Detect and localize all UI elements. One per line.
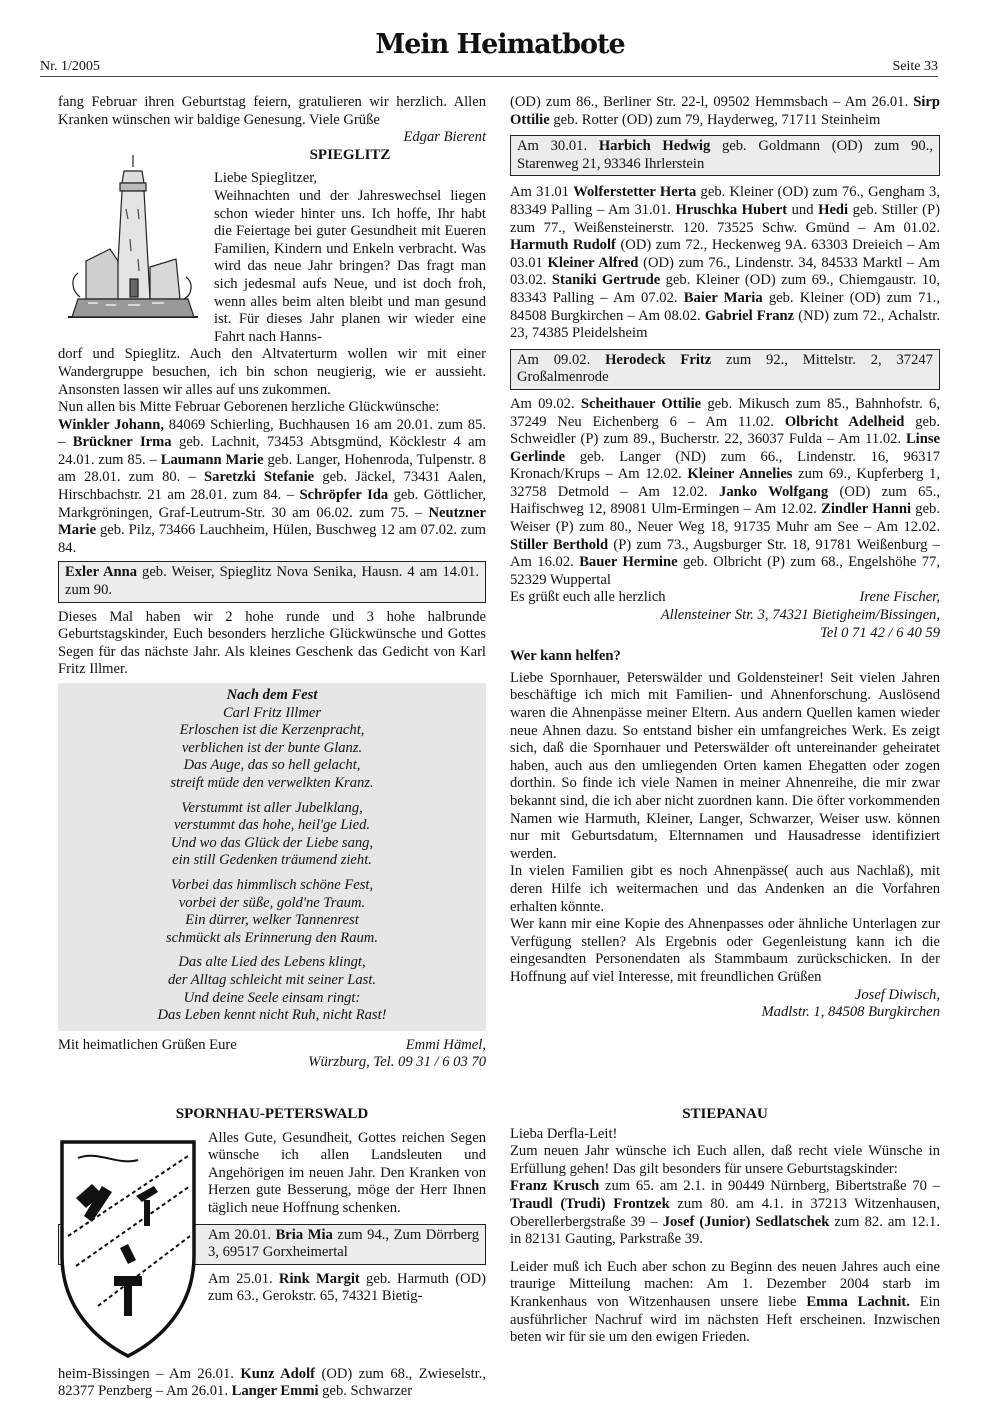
birthday-name: Schröpfer Ida — [299, 487, 389, 504]
text-segment: Am 30.01. — [517, 138, 599, 155]
highlight-box-harbich — [510, 135, 940, 176]
person-name: Staniki Gertrude — [551, 272, 661, 289]
person-name: Bria Mia — [275, 1226, 333, 1243]
left-column-top — [58, 94, 486, 1072]
poem-author: Carl Fritz Illmer — [222, 704, 322, 721]
person-name: Wolferstetter Herta — [573, 184, 697, 201]
text-segment: Am 25.01. — [208, 1270, 279, 1287]
person-name: Baier Maria — [683, 289, 763, 306]
poem-stanza — [58, 722, 486, 792]
person-name: Franz Krusch — [510, 1178, 600, 1195]
text-segment: zum 65. am 2.1. in 90449 Nürnberg, Bibertstraße 70 – — [599, 1178, 940, 1195]
person-name: Hedi — [818, 201, 849, 218]
person-name: Olbricht Adelheid — [784, 413, 905, 430]
person-name: Harbich Hedwig — [598, 138, 711, 155]
text-segment: zum 82. am 12.1. in 82131 Gauting, Parkstraße 39. — [510, 1213, 941, 1248]
masthead-title: Mein Heimatbote — [375, 29, 625, 60]
section-title-spieglitz: SPIEGLITZ — [309, 146, 391, 163]
right-column-top — [510, 94, 940, 1022]
birthday-details: 84069 Schierling, Buchhausen 16 am 20.01. zum 85. – — [58, 416, 486, 451]
text-segment: zum 92., Mittelstr. 2, 37247 Großalmenrode — [517, 351, 933, 386]
greeting-address-1: Allensteiner Str. 3, 74321 Bietigheim/Bissingen, — [660, 607, 940, 624]
shield-icon — [58, 1136, 198, 1361]
person-name: Langer Emmi — [231, 1383, 319, 1400]
greeting-address-2: Tel 0 71 42 / 6 40 59 — [820, 624, 940, 641]
birthday-details: geb. Pilz, 73466 Lauchheim, Hülen, Buschweg 12 am 07.02. zum 84. — [58, 522, 486, 556]
poem-line: Ein dürrer, welker Tannenrest — [185, 912, 359, 929]
text-segment: geb. Rotter (OD) zum 79, Hayderweg, 71711 Steinheim — [549, 111, 881, 128]
highlight-box-exler — [58, 561, 486, 602]
left-column-bottom — [58, 1106, 486, 1401]
intro-line-1: fang Februar ihren Geburtstag feiern, gratulieren wir herzlich. Allen — [58, 94, 486, 110]
birthday-name: Laumann Marie — [160, 451, 264, 468]
text-segment: Ein ausführlicher Nachruf wird im nächsten Heft erscheinen. Inzwischen beten wir für sie um den ewigen Frieden. — [510, 1293, 941, 1346]
poem-line: ein still Gedenken träumend zieht. — [172, 852, 372, 869]
text-segment: geb. Schwarzer — [318, 1383, 413, 1400]
text-segment: (OD) zum 65., Haifischweg 12, 89081 Ulm-Ermingen – Am 12.02. — [510, 483, 940, 518]
altvaterturm-icon — [58, 149, 208, 329]
person-name: Kleiner Alfred — [547, 254, 639, 271]
issue-number: Nr. 1/2005 — [40, 59, 100, 74]
poem-line: Das Auge, das so hell gelacht, — [183, 757, 361, 774]
poem-line: Das alte Lied des Lebens klingt, — [178, 954, 366, 971]
poem-line: der Alltag schleicht mit seiner Last. — [167, 971, 377, 988]
stiepanau-text-2 — [510, 1259, 940, 1347]
poem-line: Vorbei das himmlisch schöne Fest, — [170, 876, 374, 893]
text-segment: geb. Kleiner (OD) zum 76., Gengham 3, 83349 Palling – Am 31.01. — [510, 184, 940, 218]
birthday-details: geb. Jäckel, 73431 Aalen, Hirschbachstr. 21 am 28.01. zum 84. – — [58, 469, 486, 504]
text-segment: und — [787, 201, 819, 218]
help-title: Wer kann helfen? — [510, 648, 621, 665]
person-name: Herodeck Fritz — [605, 351, 712, 368]
text-segment: (OD) zum 86., Berliner Str. 22-l, 09502 Hemmsbach – Am 26.01. — [510, 94, 914, 110]
text-segment: Leider muß ich Euch aber schon zu Beginn des neuen Jahres auch eine traurige Mitteilung machen: Am 1. Dezember 2004 starb im Krankenhaus von Witzenhausen unsere liebe — [510, 1258, 940, 1310]
greeting-line — [510, 589, 940, 607]
text-segment: geb. Stiller (P) zum 77., Weißensteinerstr. 120. 73525 Schw. Gmünd – Am 01.02. — [510, 201, 940, 236]
stiepanau-text-1: Zum neuen Jahr wünsche ich Euch allen, daß recht viele Wünsche in Erfüllung gehen! Das gilt besonders für unsere Geburtstagskinder: — [510, 1143, 940, 1177]
spieglitz-text-2: dorf und Spieglitz. Auch den Altvaterturm wollen wir mit einer Wandergruppe besuchen, ich bin schon neugierig, wie er aussieht. Ansonsten lassen wir alles auf uns zukommen. — [58, 346, 486, 398]
text-segment: zum 69., Kupferberg 1, 32758 Detmold – Am 12.02. — [510, 466, 940, 500]
person-name: Hruschka Hubert — [675, 201, 788, 218]
person-name: Rink Margit — [278, 1270, 360, 1287]
birthday-details: geb. Göttlicher, Markgröningen, Graf-Leutrum-Str. 30 am 06.02. zum 75. – — [58, 487, 486, 521]
poem-box — [58, 683, 486, 1031]
text-segment: (OD) zum 76., Lindenstr. 34, 84533 Marktl – Am 03.02. — [510, 254, 940, 289]
help-text-1: Liebe Spornhauer, Peterswälder und Goldensteiner! Seit vielen Jahren beschäftige ich mich mit Familien- und Ahnenforschung. Auslösend waren die Ahnenpässe meiner Eltern. Aus andern Quellen kamen wieder neue Ahnen dazu. So entstand bisher ein umfangreiches Werk. Es zeigt sich, daß die Spornhauer und Peterswälder oft untereinander geheiratet haben, auch aus den umliegenden Orten kamen Ehegatten oder zogen dorthin. So finde ich viele Namen in meiner Ahnenreihe, die mir zwar bekannt sind, die ich aber nicht zuordnen kann. Die öfter vorkommenden Namen wie Harmuth, Kleiner, Langer, Schwarzer, Weiser usw. können nur mit Geburtsdatum, Elternnamen und Hausadresse identifiziert werden. — [510, 669, 940, 862]
highlight-box-herodeck — [510, 349, 940, 390]
person-name: Josef (Junior) Sedlatschek — [662, 1213, 830, 1230]
closing-name: Emmi Hämel, — [405, 1036, 486, 1053]
birthday-details: geb. Langer, Hohenroda, Tulpenstr. 8 am 28.01. zum 80. – — [58, 451, 486, 486]
spieglitz-text-4: Dieses Mal haben wir 2 hohe runde und 3 hohe halbrunde Geburtstagskinder, Euch besonders herzliche Glückwünsche und Gottes Segen für das nächste Jahr. Als kleines Geschenk das Gedicht von Karl Fritz Illmer. — [58, 608, 486, 678]
section-title-spornhau: SPORNHAU-PETERSWALD — [175, 1106, 369, 1122]
right-birthdays-2 — [510, 396, 940, 590]
person-name: Stiller Berthold — [510, 536, 609, 553]
poem-stanza — [58, 800, 486, 870]
greeting-name: Irene Fischer, — [859, 589, 940, 606]
person-name: Scheithauer Ottilie — [580, 395, 702, 412]
poem-title: Nach dem Fest — [226, 687, 318, 703]
person-name: Emma Lachnit. — [806, 1293, 910, 1310]
poem-line: schmückt als Erinnerung den Raum. — [166, 929, 378, 946]
text-segment: geb. Weiser (P) zum 80., Neuer Weg 18, 91735 Muhr am See – Am 12.02. — [510, 501, 940, 536]
highlight-name: Exler Anna — [65, 564, 138, 581]
help-text-3: Wer kann mir eine Kopie des Ahnenpasses oder ähnliche Unterlagen zur Verfügung stellen? Als Ergebnis oder Gegenleistung kann ich die eingesandten Personendaten als Stammbaum zurückschicken. In der Hoffnung auf viel Interesse, mit freundlichen Grüßen — [510, 916, 940, 985]
help-text-2: In vielen Familien gibt es noch Ahnenpässe( auch aus Nachlaß), mit deren Hilfe ich weitermachen und das Andenken an die Vorfahren erhalten könnte. — [510, 863, 940, 915]
closing-line — [58, 1037, 486, 1055]
right-birthdays-1 — [510, 184, 940, 342]
spieglitz-greeting: Liebe Spieglitzer, — [214, 170, 318, 187]
birthday-details: geb. Lachnit, 73453 Abtsgmünd, Köcklestr 4 am 24.01. zum 85. – — [58, 434, 486, 468]
coat-of-arms — [58, 1136, 198, 1366]
poem-line: Verstummt ist aller Jubelklang, — [181, 799, 363, 816]
text-segment: zum 94., Zum Dörrberg 3, 69517 Gorxheimertal — [208, 1226, 479, 1261]
birthday-name: Brückner Irma — [72, 434, 172, 451]
help-signature-1: Josef Diwisch, — [854, 986, 940, 1003]
text-segment: (OD) zum 72., Heckenweg 9A. 63303 Dreieich – Am 03.01 — [510, 237, 940, 271]
text-segment: geb. Harmuth (OD) zum 63., Gerokstr. 65, 74321 Bietig- — [208, 1270, 486, 1305]
poem-line: Erloschen ist die Kerzenpracht, — [179, 722, 365, 739]
poem-line: streift müde den verwelkten Kranz. — [170, 774, 374, 791]
intro-line-2: Kranken wünschen wir baldige Genesung. Viele Grüße — [58, 111, 380, 128]
text-segment: (ND) zum 72., Achalstr. 23, 74385 Pleidelsheim — [510, 307, 941, 342]
person-name: Gabriel Franz — [704, 307, 795, 324]
person-name: Bauer Hermine — [579, 554, 678, 571]
signature-edgar: Edgar Bierent — [403, 129, 486, 146]
text-segment: Am 09.02. — [517, 351, 606, 368]
text-segment: geb. Langer (ND) zum 66., Lindenstr. 16, 96317 Kronach/Krups – Am 12.02. — [510, 448, 940, 483]
poem-stanza — [58, 877, 486, 947]
spieglitz-birthdays — [58, 417, 486, 558]
spieglitz-text-3: Nun allen bis Mitte Februar Geborenen herzliche Glückwünsche: — [58, 399, 440, 416]
text-segment: geb. Schweidler (P) zum 89., Bucherstr. 22, 36037 Fulda – Am 11.02. — [510, 413, 940, 448]
person-name: Harmuth Rudolf — [510, 237, 616, 254]
person-name: Traudl (Trudi) Frontzek — [510, 1195, 670, 1212]
greeting-text: Es grüßt euch alle herzlich — [510, 589, 666, 606]
spornhau-text-1: Alles Gute, Gesundheit, Gottes reichen Segen wünsche ich allen Landsleuten und Angehörigen im neuen Jahr. Den Kranken von Herzen gute Besserung, möge der Herr Ihnen täglich neue Hoffnung schenken. — [208, 1129, 486, 1216]
tower-illustration — [58, 149, 208, 333]
text-segment: geb. Kleiner (OD) zum 69., Chiemgaustr. 10, 83343 Palling – Am 07.02. — [510, 272, 941, 306]
text-segment: Am 20.01. — [208, 1226, 276, 1243]
text-segment: geb. Mikusch zum 85., Bahnhofstr. 6, 37249 Neu Eichenberg 6 – Am 11.02. — [510, 395, 941, 430]
text-segment: Am 31.01 — [510, 184, 574, 201]
right-column-bottom — [510, 1106, 940, 1347]
right-text-1 — [510, 94, 940, 129]
person-name: Zindler Hanni — [821, 501, 912, 518]
page-number: Seite 33 — [892, 59, 938, 74]
text-segment: zum 80. am 4.1. in 37213 Witzenhausen, Oberellerbergstraße 39 – — [510, 1195, 940, 1230]
person-name: Sirp Ottilie — [510, 94, 940, 128]
text-segment: heim-Bissingen – Am 26.01. — [58, 1365, 241, 1382]
stiepanau-greeting: Lieba Derfla-Leit! — [510, 1125, 618, 1142]
text-segment: Am 09.02. — [510, 395, 581, 412]
text-segment: geb. Olbricht (P) zum 68., Engelshöhe 77, 52329 Wuppertal — [510, 554, 941, 588]
poem-line: Und wo das Glück der Liebe sang, — [170, 834, 374, 851]
section-title-stiepanau: STIEPANAU — [682, 1106, 768, 1122]
poem-stanza — [58, 954, 486, 1024]
text-segment: (OD) zum 68., Zwieselstr., 82377 Penzberg – Am 26.01. — [58, 1365, 486, 1400]
person-name: Janko Wolfgang — [719, 483, 829, 500]
poem-line: vorbei der süße, gold'ne Traum. — [178, 894, 366, 911]
person-name: Kunz Adolf — [240, 1365, 315, 1382]
birthday-name: Saretzki Stefanie — [204, 469, 315, 486]
help-signature-2: Madlstr. 1, 84508 Burgkirchen — [761, 1004, 940, 1021]
person-name: Linse Gerlinde — [510, 431, 940, 465]
poem-line: verblichen ist der bunte Glanz. — [181, 739, 363, 756]
text-segment: geb. Goldmann (OD) zum 90., Starenweg 21, 93346 Ihrlerstein — [517, 138, 934, 172]
text-segment: geb. Kleiner (OD) zum 71., 84508 Burgkirchen – Am 08.02. — [510, 289, 940, 324]
birthday-name: Neutzner Marie — [58, 504, 486, 539]
poem-line: verstummt das hohe, heil'ge Lied. — [173, 817, 371, 834]
text-segment: (P) zum 73., Augsburger Str. 18, 91781 Weißenburg – Am 16.02. — [510, 536, 940, 571]
person-name: Kleiner Annelies — [687, 466, 793, 483]
poem-line: Und deine Seele einsam ringt: — [183, 989, 361, 1006]
highlight-details: geb. Weiser, Spieglitz Nova Senika, Hausn. 4 am 14.01. zum 90. — [65, 564, 479, 599]
header-rule — [40, 76, 938, 77]
closing-address: Würzburg, Tel. 09 31 / 6 03 70 — [308, 1054, 486, 1071]
poem-line: Das Leben kennt nicht Ruh, nicht Rast! — [157, 1007, 387, 1024]
spieglitz-text-1: Weihnachten und der Jahreswechsel liegen schon wieder hinter uns. Ich hoffe, Ihr habt die Feiertage bei guter Gesundheit mit Eueren Familien, Kindern und Enkeln verbracht. Was wird das neue Jahr bringen? Das fragt man sich jedesmal aufs Neue, und ist doch froh, wenn alles beim alten bleibt und man gesund ist. Für dieses Jahr planen wir wieder eine Fahrt nach Hanns- — [214, 187, 486, 345]
stiepanau-birthdays — [510, 1178, 940, 1248]
spornhau-text-3 — [58, 1366, 486, 1401]
closing-text: Mit heimatlichen Grüßen Eure — [58, 1036, 237, 1053]
birthday-name: Winkler Johann, — [58, 416, 165, 433]
